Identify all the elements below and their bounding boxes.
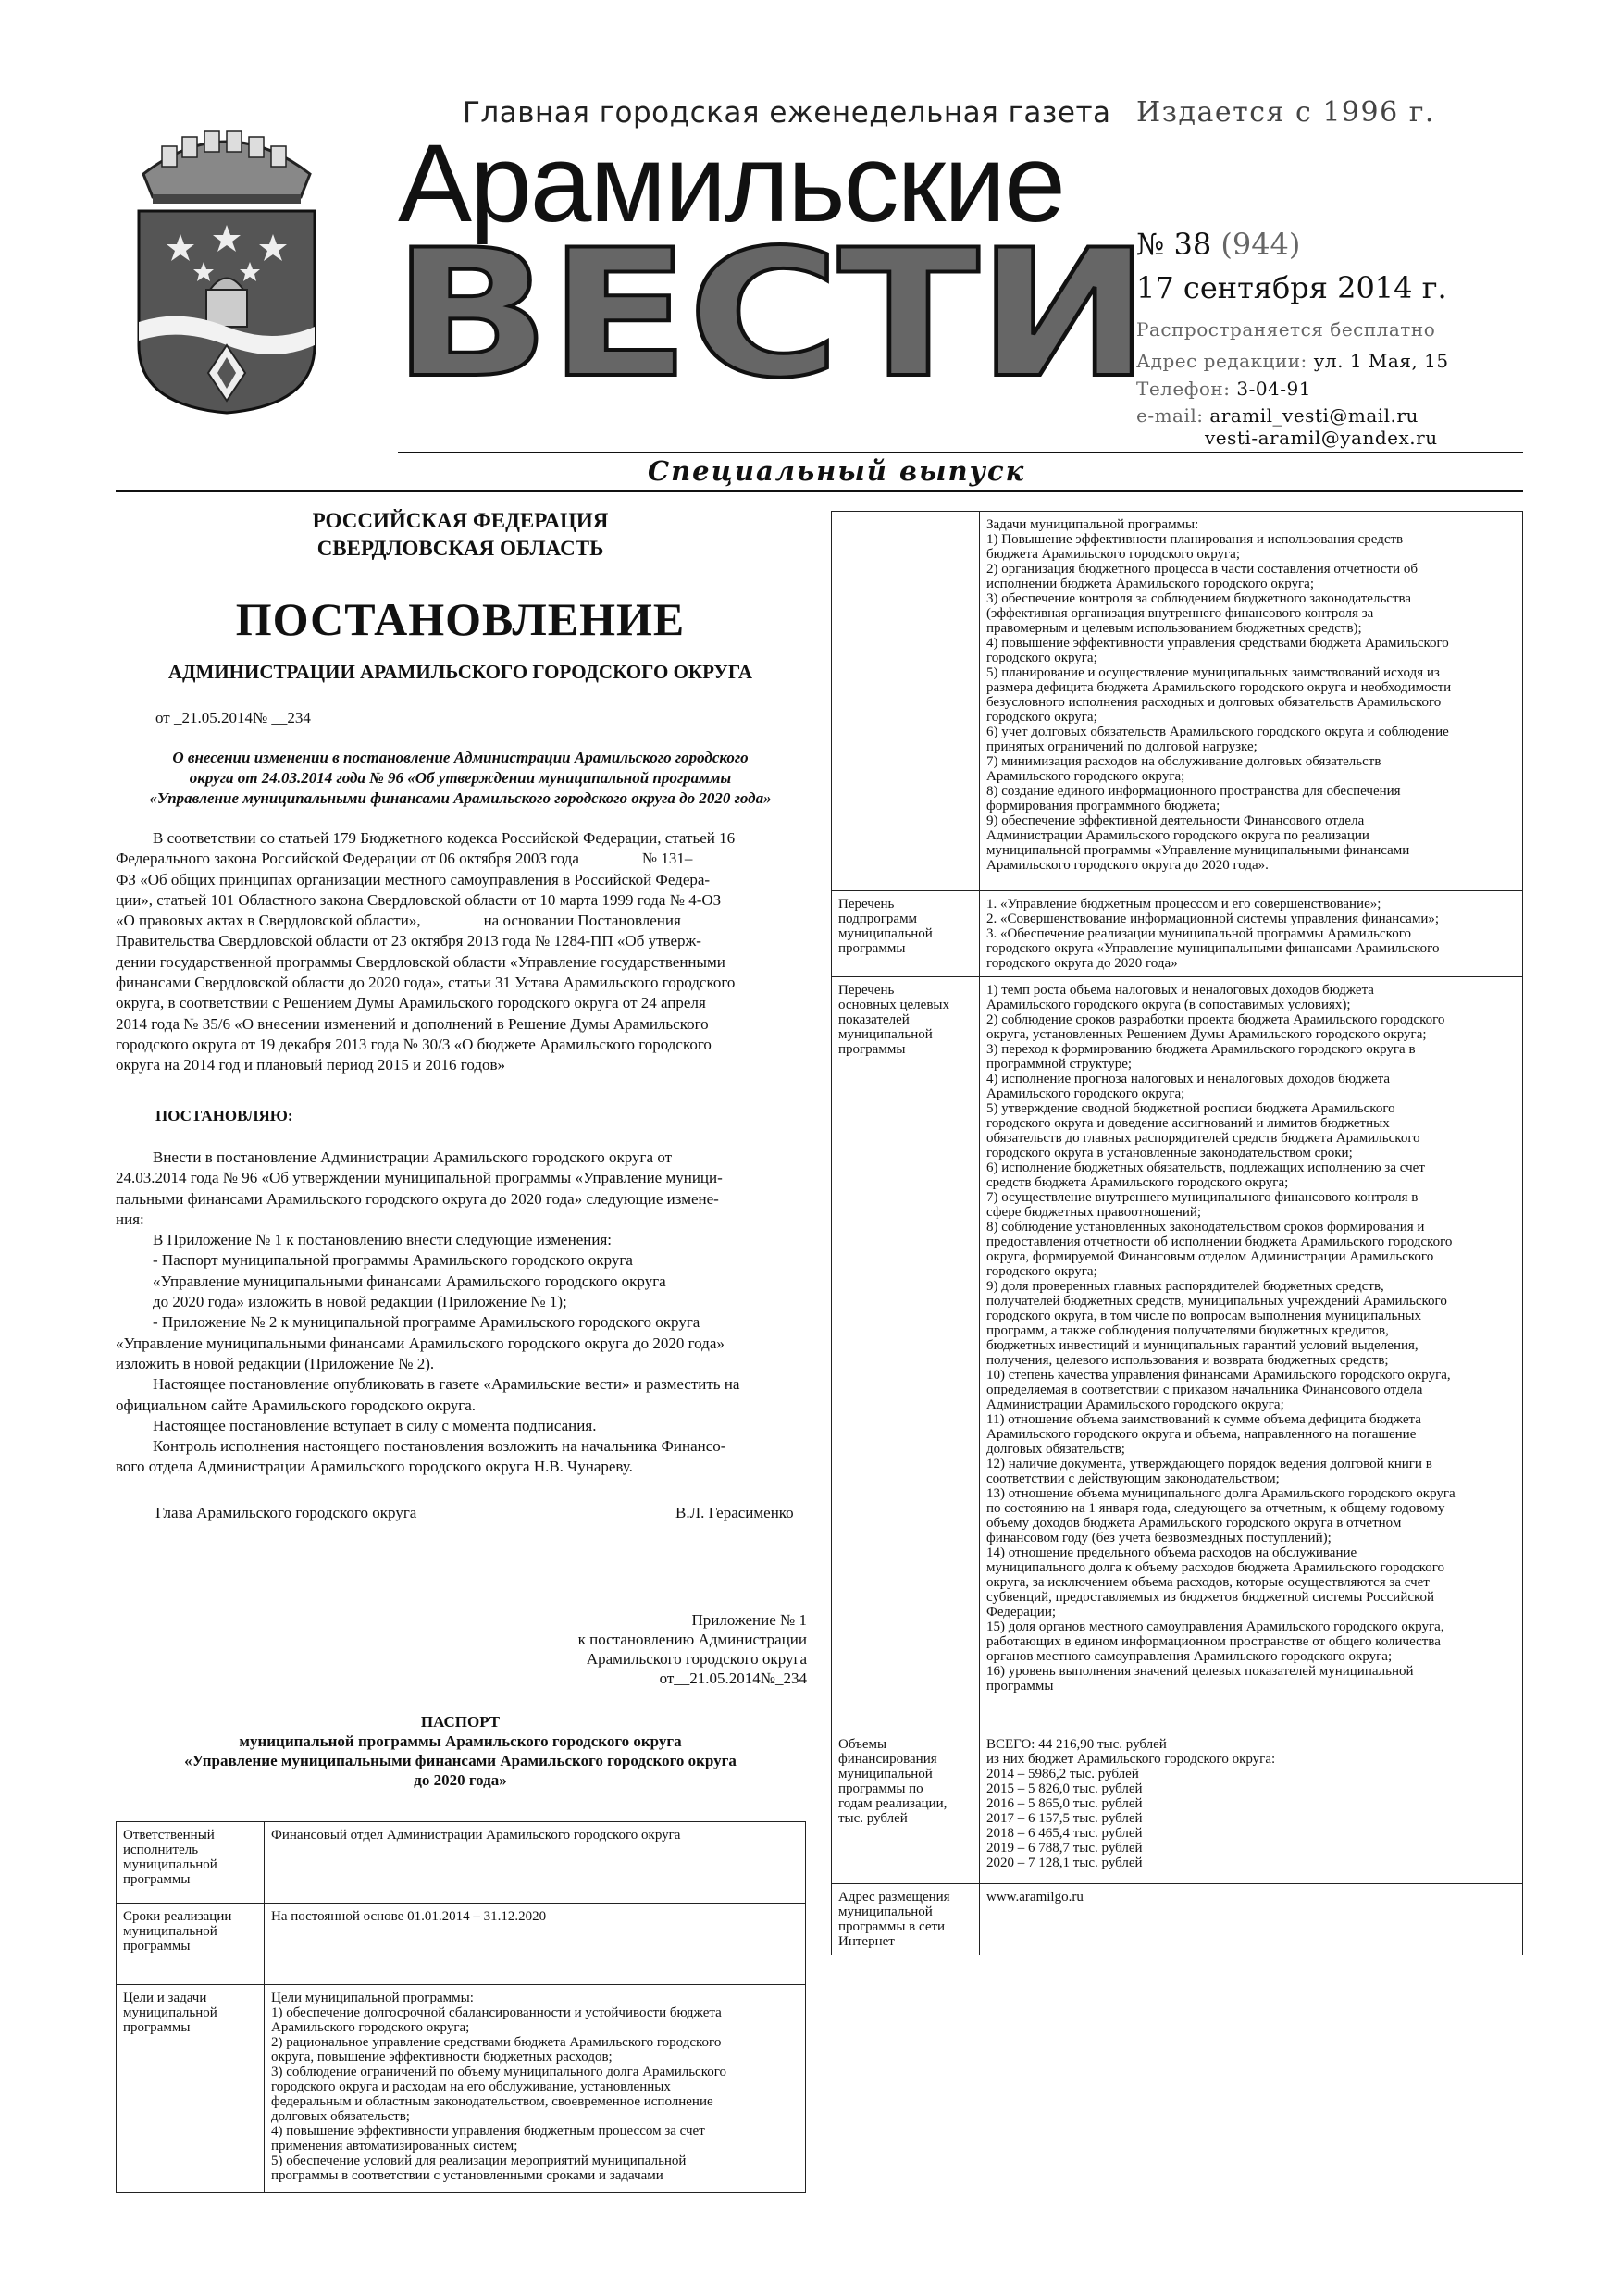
passport-label-line: муниципальной [123, 2005, 217, 2020]
preamble-line: дении государственной программы Свердловской области «Управление государственными [116, 952, 725, 971]
passport-value-cell [980, 1731, 1523, 1884]
decision [116, 1148, 805, 1478]
passport-value-line: 3) обеспечение контроля за соблюдением бюджетного законодательства [986, 591, 1412, 606]
passport-value-line: 10) степень качества управления финансами Арамильского городского округа, [986, 1368, 1451, 1383]
passport-value-line: Арамильского городского округа; [271, 2020, 470, 2035]
passport-value-line: муниципального долга к объему расходов бюджета Арамильского городского [986, 1560, 1444, 1575]
passport-row [117, 1985, 806, 2193]
passport-label-line: годам реализации, [838, 1796, 948, 1811]
passport-value-line: 8) соблюдение установленных законодательством сроков формирования и [986, 1220, 1425, 1235]
passport-value-cell [265, 1822, 806, 1904]
passport-value-line: формирования программного бюджета; [986, 799, 1220, 813]
passport-label-line: Перечень [838, 897, 895, 912]
change-line: Настоящее постановление вступает в силу с момента подписания. [153, 1416, 597, 1434]
passport-label-line: исполнитель [123, 1843, 199, 1857]
passport-value-line: соответствии с действующим законодательством; [986, 1471, 1280, 1486]
email-line [1136, 404, 1419, 427]
passport-value-line: 5) обеспечение условий для реализации мероприятий муниципальной [271, 2153, 687, 2168]
passport-value-line: 5) утверждение сводной бюджетной росписи бюджета Арамильского [986, 1101, 1395, 1116]
passport-label-line: подпрограмм [838, 912, 918, 926]
passport-label-line: Цели и задачи [123, 1991, 207, 2005]
passport-value-line: округа, за исключением объема расходов, которые осуществляются за счет [986, 1575, 1430, 1590]
free-distribution: Распространяется бесплатно [1136, 318, 1436, 341]
passport-label-line: финансирования [838, 1752, 937, 1767]
change-line: Настоящее постановление опубликовать в газете «Арамильские вести» и разместить на [153, 1375, 740, 1394]
passport-value-line: предоставления отчетности об исполнении бюджета Арамильского городского [986, 1235, 1453, 1249]
passport-value-line: 9) обеспечение эффективной деятельности Финансового отдела [986, 813, 1365, 828]
issue-no: № 38 [1136, 227, 1212, 262]
change-line: вого отдела Администрации Арамильского городского округа Н.В. Чунареву. [116, 1458, 633, 1476]
passport-label-line: программы [838, 941, 906, 956]
passport-value-line: применения автоматизированных систем; [271, 2139, 518, 2153]
passport-value-line: 1) Повышение эффективности планирования и использования средств [986, 532, 1404, 547]
passport-label-cell [832, 977, 980, 1731]
passport-value-line: городского округа, в том числе по вопросам выполнения муниципальных [986, 1309, 1421, 1323]
preamble-line: Правительства Свердловской области от 23 октября 2013 года № 1284-ПП «Об утверж- [116, 932, 701, 950]
passport-value-line: 7) осуществление внутреннего муниципального финансового контроля в [986, 1190, 1419, 1205]
passport-value-line: исполнении бюджета Арамильского городского округа; [986, 577, 1315, 591]
passport-value-line: из них бюджет Арамильского городского округа: [986, 1752, 1276, 1767]
city-coat-of-arms-icon [125, 109, 328, 415]
passport-label-line: программы по [838, 1781, 923, 1796]
passport-label-cell [832, 891, 980, 977]
change-line: Контроль исполнения настоящего постановления возложить на начальника Финансо- [153, 1437, 726, 1456]
preamble-line: ции», статьей 101 Областного закона Свердловской области от 10 марта 1999 года № 4-ОЗ [116, 890, 722, 909]
passport-value-line: 2014 – 5986,2 тыс. рублей [986, 1767, 1139, 1781]
passport-value-line: Администрации Арамильского городского округа по реализации [986, 828, 1369, 843]
appendix-line: от__21.05.2014№_234 [659, 1669, 807, 1687]
passport-value-line: 13) отношение объема муниципального долга Арамильского городского округа [986, 1486, 1456, 1501]
preamble-line: округа, в соответствии с Решением Думы Арамильского городского округа от 24 апреля [116, 994, 706, 1012]
passport-value-line: городского округа в установленные законодательством сроки; [986, 1146, 1353, 1160]
passport-value-line: получения, целевого использования и возврата бюджетных средств; [986, 1353, 1389, 1368]
passport-row [832, 977, 1523, 1731]
passport-value-line: 2018 – 6 465,4 тыс. рублей [986, 1826, 1143, 1841]
passport-label-line: программы в сети [838, 1919, 946, 1934]
header-federation [116, 507, 805, 563]
passport-value-line: 3. «Обеспечение реализации муниципальной программы Арамильского [986, 926, 1411, 941]
passport-value-line: принятых ограничений по долговой нагрузке; [986, 739, 1258, 754]
passport-value-line: программы [986, 1679, 1054, 1694]
passport-label-cell [832, 1731, 980, 1884]
passport-label-line: муниципальной [123, 1924, 217, 1939]
subject-line: округа от 24.03.2014 года № 96 «Об утверждении муниципальной программы [189, 769, 732, 787]
change-line: «Управление муниципальными финансами Арамильского городского округа до 2020 года» [116, 1334, 725, 1352]
passport-row [117, 1822, 806, 1904]
passport-value-line: 1) обеспечение долгосрочной сбалансированности и устойчивости бюджета [271, 2005, 722, 2020]
passport-value-line: На постоянной основе 01.01.2014 – 31.12.2020 [271, 1909, 547, 1924]
passport-value-line: субвенций, предоставляемых из бюджетов бюджетной системы Российской [986, 1590, 1435, 1605]
passport-label-line: тыс. рублей [838, 1811, 908, 1826]
change-line: официальном сайте Арамильского городского округа. [116, 1396, 477, 1414]
passport-value-line: Задачи муниципальной программы: [986, 517, 1199, 532]
passport-value-line: безусловного исполнения расходных и долговых обязательств Арамильского [986, 695, 1442, 710]
address-line [1136, 350, 1449, 372]
passport-label-line: программы [838, 1042, 906, 1057]
passport-value-line: муниципальной программы «Управление муниципальными финансами [986, 843, 1410, 858]
passport-value-line: средств бюджета Арамильского городского округа; [986, 1175, 1289, 1190]
passport-value-line: 3) соблюдение ограничений по объему муниципального долга Арамильского [271, 2065, 727, 2079]
passport-label-line: программы [123, 1872, 191, 1887]
passport-value-line: 8) создание единого информационного пространства для обеспечения [986, 784, 1401, 799]
passport-value-line: 2020 – 7 128,1 тыс. рублей [986, 1855, 1143, 1870]
preamble-line: «О правовых актах в Свердловской области», на основании Постановления [116, 912, 681, 930]
passport-value-line: правомерным и целевым использованием бюджетных средств); [986, 621, 1362, 636]
passport-value-line: 2017 – 6 157,5 тыс. рублей [986, 1811, 1143, 1826]
issue-date: 17 сентября 2014 г. [1136, 270, 1447, 305]
passport-value-line: городского округа; [986, 710, 1097, 725]
passport-value-line: по состоянию на 1 января года, следующего за отчетным, к общему годовому [986, 1501, 1445, 1516]
passport-row [832, 1731, 1523, 1884]
masthead-rule [398, 452, 1523, 453]
passport-row [832, 512, 1523, 891]
passport-value-line: обязательств до главных распорядителей средств бюджета Арамильского [986, 1131, 1420, 1146]
decision-line: Внести в постановление Администрации Арамильского городского округа от [153, 1148, 673, 1166]
passport-label-line: Ответственный [123, 1828, 215, 1843]
passport-value-line: определяемая в соответствии с приказом начальника Финансового отдела [986, 1383, 1423, 1397]
passport-value-line: городского округа «Управление муниципальными финансами Арамильского [986, 941, 1440, 956]
passport-value-line: 12) наличие документа, утверждающего порядок ведения долговой книги в [986, 1457, 1432, 1471]
masthead-since: Издается с 1996 г. [1136, 96, 1435, 129]
passport-label-line: муниципальной [838, 926, 933, 941]
preamble-line: городского округа от 19 декабря 2013 года № 30/3 «О бюджете Арамильского городского [116, 1035, 712, 1053]
document-number: от _21.05.2014№ __234 [155, 709, 311, 726]
passport-label-line: программы [123, 2020, 191, 2035]
postanovlyayu-label: ПОСТАНОВЛЯЮ: [155, 1107, 293, 1124]
passport-value-line: Арамильского городского округа до 2020 года». [986, 858, 1269, 873]
passport-label-cell [117, 1985, 265, 2193]
passport-title-line: до 2020 года» [414, 1771, 507, 1789]
appendix-line: к постановлению Администрации [577, 1631, 807, 1648]
passport-value-line: 11) отношение объема заимствований к сумме объема дефицита бюджета [986, 1412, 1421, 1427]
change-line: - Приложение № 2 к муниципальной программе Арамильского городского округа [153, 1313, 700, 1332]
passport-label-line: основных целевых [838, 998, 949, 1012]
passport-value-line: 9) доля проверенных главных распорядителей бюджетных средств, [986, 1279, 1384, 1294]
passport-value-line: городского округа до 2020 года» [986, 956, 1178, 971]
passport-value-line: (эффективная организация внутреннего финансового контроля за [986, 606, 1374, 621]
header-region-line: СВЕРДЛОВСКАЯ ОБЛАСТЬ [316, 537, 604, 560]
passport-value-line: городского округа; [986, 651, 1097, 665]
passport-value-line: ВСЕГО: 44 216,90 тыс. рублей [986, 1737, 1167, 1752]
preamble-line: В соответствии со статьей 179 Бюджетного кодекса Российской Федерации, статьей 16 [153, 829, 736, 847]
change-line: В Приложение № 1 к постановлению внести следующие изменения: [153, 1231, 612, 1249]
passport-value-line: 2) организация бюджетного процесса в части составления отчетности об [986, 562, 1419, 577]
passport-value-cell [980, 977, 1523, 1731]
passport-label-cell [832, 512, 980, 891]
passport-table-right [831, 511, 1523, 1955]
passport-value-line: 4) исполнение прогноза налоговых и неналоговых доходов бюджета [986, 1072, 1391, 1086]
phone-value: 3-04-91 [1236, 378, 1311, 400]
passport-value-line: городского округа и расходам на его обслуживание, установленных [271, 2079, 671, 2094]
email-line-2 [1205, 427, 1438, 449]
email-label: e-mail: [1136, 404, 1204, 427]
signatory-title: Глава Арамильского городского округа [155, 1504, 417, 1521]
passport-label-cell [832, 1884, 980, 1955]
passport-value-line: 14) отношение предельного объема расходов на обслуживание [986, 1545, 1357, 1560]
change-line: до 2020 года» изложить в новой редакции (Приложение № 1); [153, 1293, 567, 1311]
phone-line [1136, 378, 1311, 400]
passport-value-line: округа, формируемой Финансовым отделом Администрации Арамильского [986, 1249, 1434, 1264]
special-issue-label: Специальный выпуск [648, 455, 1026, 487]
preamble-line: ФЗ «Об общих принципах организации местного самоуправления в Российской Федера- [116, 870, 711, 888]
passport-value-line: программ, а также соблюдения получателями бюджетных кредитов, [986, 1323, 1389, 1338]
passport-value-line: бюджетных инвестиций и муниципальных гарантий условий выделения, [986, 1338, 1419, 1353]
decision-line: пальными финансами Арамильского городского округа до 2020 года» следующие измене- [116, 1189, 719, 1208]
passport-value-line: городского округа и доведение ассигнований и лимитов бюджетных [986, 1116, 1390, 1131]
appendix-line: Приложение № 1 [691, 1611, 807, 1629]
preamble-line: округа на 2014 год и плановый период 2015 и 2016 годов» [116, 1056, 506, 1074]
passport-value-line: Арамильского городского округа и объема, направленного на погашение [986, 1427, 1417, 1442]
signatory-name: В.Л. Герасименко [675, 1504, 794, 1521]
passport-value-line: Финансовый отдел Администрации Арамильского городского округа [271, 1828, 681, 1843]
passport-value-line: 15) доля органов местного самоуправления Арамильского городского округа, [986, 1620, 1444, 1634]
passport-label-line: Интернет [838, 1934, 895, 1949]
passport-value-line: программной структуре; [986, 1057, 1133, 1072]
passport-value-line: размера дефицита бюджета Арамильского городского округа и необходимости [986, 680, 1452, 695]
passport-label-line: Адрес размещения [838, 1890, 950, 1905]
passport-label-line: муниципальной [838, 1767, 933, 1781]
passport-value-line: работающих в едином информационном пространстве от общего количества [986, 1634, 1441, 1649]
passport-value-line: 2015 – 5 826,0 тыс. рублей [986, 1781, 1143, 1796]
passport-label-line: Перечень [838, 983, 895, 998]
appendix-line: Арамильского городского округа [586, 1650, 807, 1668]
passport-value-line: Цели муниципальной программы: [271, 1991, 474, 2005]
passport-label-line: Сроки реализации [123, 1909, 232, 1924]
passport-value-line: получателей бюджетных средств, муниципальных учреждений Арамильского [986, 1294, 1447, 1309]
preamble-line: финансами Свердловской области до 2020 года», статьи 31 Устава Арамильского городского [116, 974, 736, 992]
passport-value-line: Арамильского городского округа (в сопоставимых условиях); [986, 998, 1351, 1012]
passport-value-cell [980, 1884, 1523, 1955]
preamble-line: 2014 года № 35/6 «О внесении изменений и дополнений в Решение Думы Арамильского [116, 1014, 709, 1033]
passport-value-cell [265, 1985, 806, 2193]
passport-value-line: 2016 – 5 865,0 тыс. рублей [986, 1796, 1143, 1811]
phone-label: Телефон: [1136, 378, 1231, 400]
passport-label-line: Объемы [838, 1737, 887, 1752]
passport-value-cell [980, 512, 1523, 891]
change-line: - Паспорт муниципальной программы Арамильского городского округа [153, 1251, 633, 1270]
passport-value-line: 4) повышение эффективности управления бюджетным процессом за счет [271, 2124, 705, 2139]
passport-value-line: Арамильского городского округа; [986, 769, 1185, 784]
issue-total: (944) [1220, 227, 1301, 262]
passport-label-cell [117, 1904, 265, 1985]
passport-row [117, 1904, 806, 1985]
passport-value-line: www.aramilgo.ru [986, 1890, 1084, 1905]
passport-value-line: 7) минимизация расходов на обслуживание долговых обязательств [986, 754, 1381, 769]
passport-value-line: сфере бюджетных правоотношений; [986, 1205, 1202, 1220]
passport-row [832, 891, 1523, 977]
passport-value-line: финансовом году (без учета безвозмездных поступлений); [986, 1531, 1332, 1545]
passport-value-line: долговых обязательств; [271, 2109, 410, 2124]
email-1[interactable]: aramil_vesti@mail.ru [1209, 404, 1419, 427]
change-line: «Управление муниципальными финансами Арамильского городского округа [153, 1272, 666, 1290]
passport-value-line: Арамильского городского округа; [986, 1086, 1185, 1101]
address-label: Адрес редакции: [1136, 350, 1307, 372]
passport-title-line: ПАСПОРТ [420, 1713, 501, 1731]
document-subject [116, 748, 805, 809]
decision-line: 24.03.2014 года № 96 «Об утверждении муниципальной программы «Управление муници- [116, 1169, 723, 1187]
issue-number [1136, 227, 1300, 262]
passport-value-line: 1. «Управление бюджетным процессом и его совершенствование»; [986, 897, 1381, 912]
passport-value-line: 6) исполнение бюджетных обязательств, подлежащих исполнению за счет [986, 1160, 1425, 1175]
passport-value-line: органов местного самоуправления Арамильского городского округа; [986, 1649, 1393, 1664]
passport-title-line: «Управление муниципальными финансами Арамильского городского округа [184, 1752, 737, 1769]
passport-value-line: Администрации Арамильского городского округа; [986, 1397, 1284, 1412]
section-rule [116, 490, 1523, 492]
address-value: ул. 1 Мая, 15 [1313, 350, 1449, 372]
passport-value-line: округа, установленных Решением Думы Арамильского городского округа; [986, 1027, 1427, 1042]
passport-value-line: 3) переход к формированию бюджета Арамильского городского округа в [986, 1042, 1416, 1057]
passport-value-line: 5) планирование и осуществление муниципальных заимствований исходя из [986, 665, 1440, 680]
passport-value-line: 2. «Совершенствование информационной системы управления финансами»; [986, 912, 1440, 926]
passport-value-line: 2) рациональное управление средствами бюджета Арамильского городского [271, 2035, 722, 2050]
passport-value-line: долговых обязательств; [986, 1442, 1125, 1457]
passport-value-line: 4) повышение эффективности управления средствами бюджета Арамильского [986, 636, 1449, 651]
preamble [116, 828, 805, 1076]
passport-label-line: показателей [838, 1012, 910, 1027]
passport-table-left [116, 1821, 806, 2193]
passport-value-line: 1) темп роста объема налоговых и неналоговых доходов бюджета [986, 983, 1374, 998]
document-issuer: АДМИНИСТРАЦИИ АРАМИЛЬСКОГО ГОРОДСКОГО ОКРУГА [167, 661, 753, 683]
subject-line: «Управление муниципальными финансами Арамильского городского округа до 2020 года» [149, 789, 772, 807]
preamble-line: Федерального закона Российской Федерации от 06 октября 2003 года № 131– [116, 850, 693, 868]
passport-value-line: программы в соответствии с установленными сроками и задачами [271, 2168, 663, 2183]
passport-label-line: программы [123, 1939, 191, 1954]
passport-value-line: городского округа; [986, 1264, 1097, 1279]
header-federation-line: РОССИЙСКАЯ ФЕДЕРАЦИЯ [312, 509, 609, 532]
passport-value-cell [265, 1904, 806, 1985]
subject-line: О внесении изменении в постановление Администрации Арамильского городского [172, 749, 749, 766]
passport-value-line: округа, повышение эффективности бюджетных расходов; [271, 2050, 613, 2065]
passport-label-line: муниципальной [838, 1905, 933, 1919]
passport-value-line: бюджета Арамильского городского округа; [986, 547, 1240, 562]
newspaper-title-top: Арамильские [398, 121, 1064, 245]
change-line: изложить в новой редакции (Приложение № 2). [116, 1354, 435, 1372]
passport-value-cell [980, 891, 1523, 977]
passport-row [832, 1884, 1523, 1955]
passport-label-line: муниципальной [123, 1857, 217, 1872]
passport-value-line: 16) уровень выполнения значений целевых показателей муниципальной [986, 1664, 1414, 1679]
passport-value-line: Федерации; [986, 1605, 1057, 1620]
passport-value-line: 2019 – 6 788,7 тыс. рублей [986, 1841, 1143, 1855]
email-2[interactable]: vesti-aramil@yandex.ru [1205, 427, 1438, 449]
appendix-header [463, 1610, 807, 1688]
passport-label-line: муниципальной [838, 1027, 933, 1042]
passport-title-line: муниципальной программы Арамильского городского округа [239, 1732, 682, 1750]
passport-title [116, 1712, 805, 1790]
passport-value-line: объему доходов бюджета Арамильского городского округа в отчетном [986, 1516, 1402, 1531]
passport-value-line: 6) учет долговых обязательств Арамильского городского округа и соблюдение [986, 725, 1449, 739]
masthead-tagline: Главная городская еженедельная газета [463, 96, 1111, 130]
document-title: ПОСТАНОВЛЕНИЕ [235, 593, 686, 645]
passport-value-line: 2) соблюдение сроков разработки проекта бюджета Арамильского городского [986, 1012, 1445, 1027]
passport-label-cell [117, 1822, 265, 1904]
newspaper-title-bottom: ВЕСТИ [392, 212, 1149, 416]
decision-line: ния: [116, 1210, 144, 1228]
passport-value-line: федеральным и областным законодательством, своевременное исполнение [271, 2094, 713, 2109]
